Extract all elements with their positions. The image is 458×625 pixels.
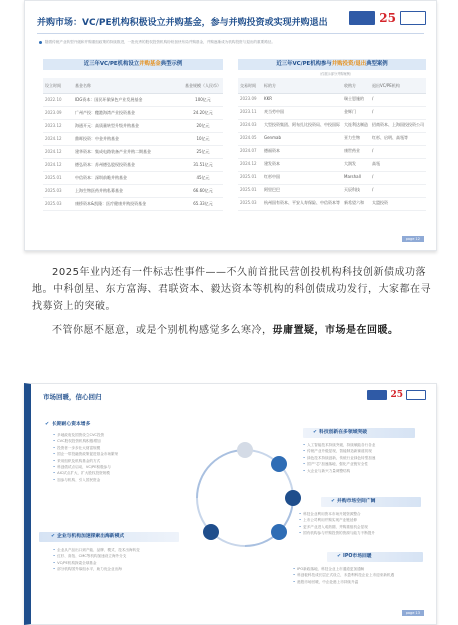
table-cell: 康桥资本&凯隆：医疗健康并购投资基金 — [73, 197, 183, 210]
merger-fund-table — [43, 78, 223, 211]
section-heading-text: 科技创新在多领域突破 — [319, 430, 368, 435]
table-cell: 2025.03 — [43, 184, 73, 197]
check-icon: ✔ — [45, 421, 50, 427]
table-cell: 2025.03 — [43, 197, 73, 210]
intro-bullet-text: 随着传统产业转型升级和并购重组政策的持续推进，一批优秀的股权投资机构纷纷加快布局并购基金，并购逐渐成为机构投资与退出的重要路径。 — [45, 40, 275, 44]
table-cell: 广州产投：穗港海湾产业投资基金 — [73, 106, 183, 119]
list-item: • CVC股权投资机构积极增加 — [53, 438, 169, 444]
table-cell: 红杉中国 — [262, 171, 342, 184]
table-cell: 麦当劳中国 — [262, 106, 342, 119]
table-cell: 10亿元 — [183, 132, 223, 145]
list-item: • AIC试点扩大，扩大股权投资规模 — [53, 470, 169, 476]
table-cell: 康世药业 — [342, 145, 370, 158]
table-cell: 高瓴 — [370, 158, 426, 171]
table-row — [238, 93, 426, 106]
table-cell: 2025.01 — [238, 184, 262, 197]
heading-pre: 近三年VC/PE机构设立 — [83, 61, 140, 67]
heading-pre: 近三年VC/PE机构参与 — [276, 61, 332, 67]
list-item: • 更多产业进入成熟期，并购重组机会显现 — [299, 524, 431, 530]
table-cell: 太盟投资 — [370, 197, 426, 210]
table-cell: / — [370, 171, 426, 184]
table-row — [43, 119, 223, 132]
table-cell: Genmab — [262, 132, 342, 145]
table-cell: 瑞士恩施的 — [342, 93, 370, 106]
table-cell: 2025.01 — [43, 171, 73, 184]
table-row — [43, 197, 223, 210]
list-item: • 人工智能技术持续突破，持续赋能各行各业 — [303, 442, 431, 448]
heading-highlight: 并购基金 — [139, 61, 161, 67]
list-item: • IPO新政落地，科技企业上市通道更加通畅 — [293, 566, 431, 572]
table-cell: 24.20亿元 — [183, 106, 223, 119]
list-item: • 绿色技术持续创新，传统行业绿色转型加速 — [303, 455, 431, 461]
heading-highlight: 并购投资/退出 — [331, 61, 367, 67]
divider — [37, 33, 424, 34]
table-cell: 25亿元 — [183, 145, 223, 158]
list-item: • 国产"芯"加速落地，强化产业链安全性 — [303, 461, 431, 467]
org-logo-icon — [349, 11, 375, 25]
table-cell: 大型投资集团、阿布扎比投资局、中投国际 — [262, 119, 342, 132]
table-row — [43, 132, 223, 145]
paragraph-market-recovery — [32, 322, 432, 339]
check-icon: ✔ — [337, 554, 342, 559]
table-cell: 建华资本：集成电路装备产业并购二期基金 — [73, 145, 183, 158]
table-row — [43, 158, 223, 171]
tech-innovation-list — [303, 442, 431, 474]
ipo-list — [293, 566, 431, 585]
paragraph-text: 不管你愿不愿意，或是个别机构感觉多么寒冷， — [52, 325, 273, 336]
table-cell: 100亿元 — [183, 93, 223, 106]
table-cell: 天辰科技 — [342, 184, 370, 197]
table-cell: 66.60亿元 — [183, 184, 223, 197]
list-item: • 采用组织及机构基金的方式 — [53, 458, 169, 464]
list-item: • 上市公司利用并购实现产业链延伸 — [299, 517, 431, 523]
column-header: 设立时间 — [43, 78, 73, 93]
table-cell: 中信资本：深圳前瞻并购基金 — [73, 171, 183, 184]
table-cell: 65.33亿元 — [183, 197, 223, 210]
table-row — [43, 171, 223, 184]
section-heading-ipo — [327, 552, 423, 562]
anniversary-logo-icon: 25 — [379, 11, 396, 25]
table-cell: 红杉、启明、高瓴等 — [370, 132, 426, 145]
patient-capital-list — [53, 432, 169, 483]
table-cell: 金辉门 — [342, 106, 370, 119]
column-header: 标的方 — [262, 78, 342, 93]
cycle-node — [271, 456, 287, 472]
list-item: • 科创板科技成长层正式设立，未盈利科技企业上市迎来新机遇 — [293, 572, 431, 578]
table-cell: Marshall — [342, 171, 370, 184]
table-cell: 2022.10 — [43, 93, 73, 106]
slide-market-recovery — [24, 383, 437, 625]
slide-merger-market — [24, 0, 437, 251]
column-header: 退出VC/PE机构 — [370, 78, 426, 93]
table-cell: 大润发 — [342, 158, 370, 171]
list-item: • 加参与机构、引入国民资金 — [53, 477, 169, 483]
column-header: 基金名称 — [73, 78, 183, 93]
table-row — [43, 145, 223, 158]
table-cell: 2025.01 — [238, 171, 262, 184]
heading-post: 典型示例 — [160, 61, 183, 67]
intro-bullet — [39, 39, 424, 46]
table-cell: 2024.12 — [43, 132, 73, 145]
table-cell: IDG资本：国民环保绿色产业发展基金 — [73, 93, 183, 106]
table-cell: / — [370, 106, 426, 119]
table-cell: 2023.12 — [43, 119, 73, 132]
right-table-heading — [238, 59, 426, 70]
table-row — [238, 184, 426, 197]
page-number: page 13 — [402, 610, 424, 616]
section-heading-overseas — [39, 532, 179, 542]
page-number: page 12 — [402, 236, 424, 242]
table-row — [43, 184, 223, 197]
table-row — [238, 197, 426, 210]
column-header: 收购方 — [342, 78, 370, 93]
org-logo-icon — [367, 390, 387, 400]
table-cell: 2023.09 — [238, 93, 262, 106]
slide-title: 并购市场：VC/PE机构积极设立并购基金，参与并购投资或实现并购退出 — [37, 18, 328, 28]
table-cell: 建发资本 — [262, 158, 342, 171]
logo-group — [367, 390, 426, 400]
bullet-dot-icon — [39, 41, 42, 44]
section-heading-tech-innovation — [303, 428, 415, 438]
table-cell: 上海生物医药并购私募基金 — [73, 184, 183, 197]
cycle-node — [203, 524, 219, 540]
list-item: • 科技企业利用资本市场开展资源整合 — [299, 511, 431, 517]
section-heading-text: 长期耐心资本增多 — [52, 422, 91, 427]
table-row — [238, 171, 426, 184]
cycle-node — [237, 442, 253, 458]
table-cell: 德弘资本：苏州德弘股权投资基金 — [73, 158, 183, 171]
table-cell: 2024.12 — [43, 145, 73, 158]
table-cell: 杭州国有资本、平安人寿保险、中信资本等 — [262, 197, 342, 210]
anniversary-logo-icon: 25 — [390, 390, 403, 400]
right-table-subheading: （仅展示部分并购案例） — [318, 72, 354, 76]
paragraph-emphasis: 毋庸置疑，市场是在回暖。 — [272, 325, 399, 336]
heading-post: 典型案例 — [366, 61, 388, 67]
table-cell: KKR — [262, 93, 342, 106]
table-cell: 31.51亿元 — [183, 158, 223, 171]
list-item: • 科创债试点启动，VC/PE积极参与 — [53, 464, 169, 470]
table-cell: 招商资本、上海国投投资公司 — [370, 119, 426, 132]
merger-case-table — [238, 78, 426, 211]
table-cell: / — [370, 93, 426, 106]
cycle-node — [271, 524, 287, 540]
section-heading-text: 企业与机构加速探索出海新模式 — [57, 534, 125, 539]
partner-logo-icon — [400, 11, 426, 25]
left-table-heading — [43, 59, 223, 70]
table-cell: 德福资本 — [262, 145, 342, 158]
table-cell: 大连利达制造 — [342, 119, 370, 132]
table-cell: 2024.12 — [43, 158, 73, 171]
list-item: • 多地政府及国资设立CVC投资 — [53, 432, 169, 438]
table-row — [238, 158, 426, 171]
section-heading-text: IPO市场回暖 — [343, 554, 372, 559]
list-item: • 大企业与新兴力量调整结构 — [303, 468, 431, 474]
table-cell: 鼎晖投资：中金并购基金 — [73, 132, 183, 145]
list-item: • 企业从产品出口到产能、品牌、模式、技术出海转变 — [53, 547, 177, 553]
slide-title: 市场回暖，信心回归 — [43, 393, 102, 401]
paragraph-bond-issuance: 2025年业内还有一件标志性事件——不久前首批民营创投机构科技创新债成功落地。中科创星、东方富海、君联资本、毅达资本等机构的科创债成功发行，大家都在寻找募资上的突破。 — [32, 267, 431, 312]
table-cell: / — [370, 145, 426, 158]
table-row — [238, 106, 426, 119]
check-icon: ✔ — [51, 534, 56, 539]
table-cell: 新希望六和 — [342, 197, 370, 210]
table-cell: 45亿元 — [183, 171, 223, 184]
section-heading-text: 并购市场空间广阔 — [337, 499, 376, 504]
list-item: • 投资者一步步壮大财富规模 — [53, 445, 169, 451]
list-item: • 传统产业升级显现，智能制造新赛道初现 — [303, 448, 431, 454]
table-cell: 2024.05 — [238, 132, 262, 145]
table-cell: 2024.07 — [238, 145, 262, 158]
table-row — [238, 132, 426, 145]
table-cell: 2024.12 — [238, 158, 262, 171]
section-heading-merger-space — [321, 497, 421, 507]
check-icon: ✔ — [331, 499, 336, 504]
column-header: 交易时间 — [238, 78, 262, 93]
check-icon: ✔ — [313, 430, 318, 435]
table-cell: 20亿元 — [183, 119, 223, 132]
overseas-list — [53, 547, 177, 573]
column-header: 基金规模（人民币） — [183, 78, 223, 93]
table-cell: 亚力生物 — [342, 132, 370, 145]
list-item: • 港股市场回暖，中企赴港上市持续升温 — [293, 579, 431, 585]
list-item: • 国企一带投融资政策促进基金市场繁荣 — [53, 451, 169, 457]
table-cell: 2023.09 — [43, 106, 73, 119]
merger-space-list — [299, 511, 431, 537]
table-row — [43, 93, 223, 106]
table-cell: 阿里巴巴 — [262, 184, 342, 197]
logo-group — [349, 11, 426, 25]
list-item: • 部分机构国外募组水平，助力优企业出海 — [53, 566, 177, 572]
section-heading-patient-capital — [45, 420, 90, 427]
table-row — [238, 145, 426, 158]
partner-logo-icon — [406, 390, 426, 400]
table-row — [238, 119, 426, 132]
table-cell: 2025.03 — [238, 197, 262, 210]
table-cell: 海通开元：高质量转型升级并购基金 — [73, 119, 183, 132]
table-cell: 2023.11 — [238, 106, 262, 119]
table-row — [43, 106, 223, 119]
table-cell: 2024.03 — [238, 119, 262, 132]
table-cell: / — [370, 184, 426, 197]
cycle-diagram — [183, 436, 307, 560]
list-item: • VC/PE机构探索全球基金 — [53, 560, 177, 566]
cycle-node — [285, 490, 301, 506]
list-item: • 国有机构参与并购投资的资源与能力不断提升 — [299, 530, 431, 536]
list-item: • 红杉、高瓴、CMC等机构加速设立海外分支 — [53, 553, 177, 559]
